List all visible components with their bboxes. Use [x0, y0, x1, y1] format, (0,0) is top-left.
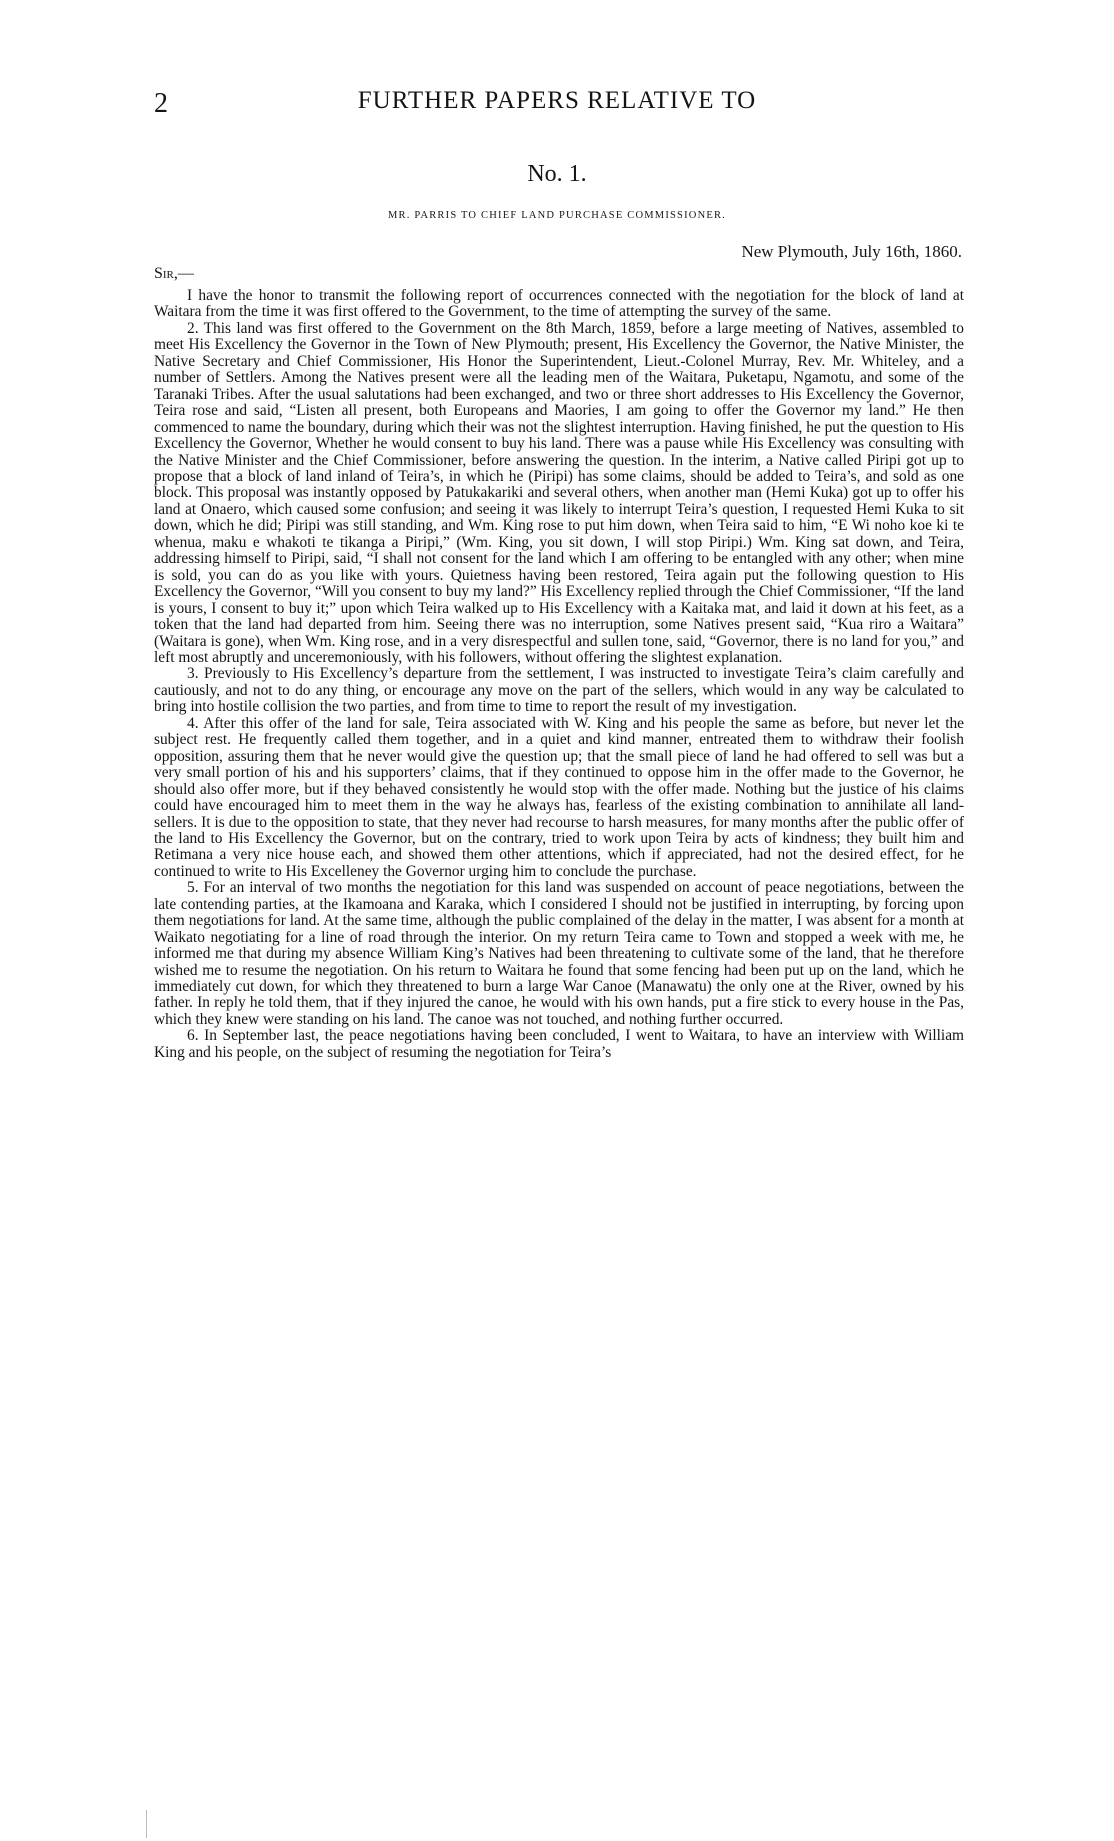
letter-heading: MR. PARRIS TO CHIEF LAND PURCHASE COMMISSIONER.: [387, 210, 727, 221]
dateline: New Plymouth, July 16th, 1860.: [741, 242, 962, 261]
salutation: Sir,—: [154, 265, 194, 282]
paragraph-1: I have the honor to transmit the following report of occurrences connected with the negotiation for the block of land at Waitara from the time it was first offered to the Government, to the time of attempting the survey of the same.: [154, 287, 964, 321]
paragraph-4: 4. After this offer of the land for sale, Teira associated with W. King and his people the same as before, but never let the subject rest. He frequently called them together, and in a quiet and kind manner, entreated them to withdraw their foolish opposition, assuring them that he never would give the question up; that the small piece of land he had offered to sell was but a very small portion of his and his supporters’ claims, that if they continued to oppose him in the offer made to the Governor, he should also offer more, but if they behaved consistently he would stop with the offer made. Nothing but the justice of his claims could have encouraged him to meet them in the way he always has, fearless of the existing combination to annihilate all land-sellers. It is due to the opposition to state, that they never had recourse to harsh measures, for many months after the public offer of the land to His Excellency the Governor, but on the contrary, tried to work upon Teira by acts of kindness; they built him and Retimana a very nice house each, and showed them other attentions, which if appreciated, had not the desired effect, for he continued to write to His Excelleney the Governor urging him to conclude the purchase.: [154, 714, 964, 880]
paragraph-5: 5. For an interval of two months the negotiation for this land was suspended on account of peace negotiations, between the late contending parties, at the Ikamoana and Karaka, which I considered I should not be justified in interrupting, by forcing upon them negotiations for land. At the same time, although the public complained of the delay in the matter, I was absent for a month at Waikato negotiating for a line of road through the interior. On my return Teira came to Town and stopped a week with me, he informed me that during my absence William King’s Natives had been threatening to cultivate some of the land, that he therefore wished me to resume the negotiation. On his return to Waitara he found that some fencing had been put up on the land, which he immediately cut down, for which they threatened to burn a large War Canoe (Manawatu) the only one at the River, owned by his father. In reply he told them, that if they injured the canoe, he would with his own hands, put a fire stick to every house in the Pas, which they knew were standing on his land. The canoe was not touched, and nothing further occurred.: [154, 879, 964, 1028]
margin-mark: [146, 1810, 147, 1838]
document-number: No. 1.: [527, 161, 587, 187]
running-title: FURTHER PAPERS RELATIVE TO: [357, 87, 757, 114]
page-number: 2: [154, 88, 168, 119]
paragraph-6: 6. In September last, the peace negotiations having been concluded, I went to Waitara, to have an interview with William King and his people, on the subject of resuming the negotiation for Teira’s: [154, 1027, 964, 1061]
letter-body: [154, 288, 964, 1061]
paragraph-3: 3. Previously to His Excellency’s departure from the settlement, I was instructed to investigate Teira’s claim carefully and cautiously, and not to do any thing, or encourage any move on the part of the sellers, which would in any way be calculated to bring into hostile collision the two parties, and from time to time to report the result of my investigation.: [154, 665, 964, 716]
paragraph-2: 2. This land was first offered to the Government on the 8th March, 1859, before a large meeting of Natives, assembled to meet His Excellency the Governor in the Town of New Plymouth; present, His Excellency the Governor, the Native Minister, the Native Secretary and Chief Commissioner, His Honor the Superintendent, Lieut.-Colonel Murray, Rev. Mr. Whiteley, and a number of Settlers. Among the Natives present were all the leading men of the Waitara, Puketapu, Ngamotu, and some of the Taranaki Tribes. After the usual salutations had been exchanged, and two or three short addresses to His Excellency the Governor, Teira rose and said, “Listen all present, both Europeans and Maories, I am going to offer the Governor my land.” He then commenced to name the boundary, during which their was not the slightest interruption. Having finished, he put the question to His Excellency the Governor, Whether he would consent to buy his land. There was a pause while His Excellency was consulting with the Native Minister and the Chief Commissioner, before answering the question. In the interim, a Native called Piripi got up to propose that a block of land inland of Teira’s, in which he (Piripi) has some claims, should be added to Teira’s, and sold as one block. This proposal was instantly opposed by Patukakariki and several others, when another man (Hemi Kuka) got up to offer his land at Onaero, which caused some confusion; and seeing it was likely to interrupt Teira’s question, I requested Hemi Kuka to sit down, which he did; Piripi was still standing, and Wm. King rose to put him down, when Teira said to him, “E Wi noho koe ki te whenua, maku e whakoti te tikanga a Piripi,” (Wm. King, you sit down, I will stop Piripi.) Wm. King sat down, and Teira, addressing himself to Piripi, said, “I shall not consent for the land which I am offering to be entangled with any other; when mine is sold, you can do as you like with yours. Quietness having been restored, Teira again put the following question to His Excellency the Governor, “Will you consent to buy my land?” His Excellency replied through the Chief Commissioner, “If the land is yours, I consent to buy it;” upon which Teira walked up to His Excellency with a Kaitaka mat, and laid it down at his feet, as a token that the land had departed from him. Seeing there was no interruption, some Natives present said, “Kua riro a Waitara” (Waitara is gone), when Wm. King rose, and in a very disrespectful and sullen tone, said, “Governor, there is no land for you,” and left most abruptly and unceremoniously, with his followers, without offering the slightest explanation.: [154, 319, 964, 666]
